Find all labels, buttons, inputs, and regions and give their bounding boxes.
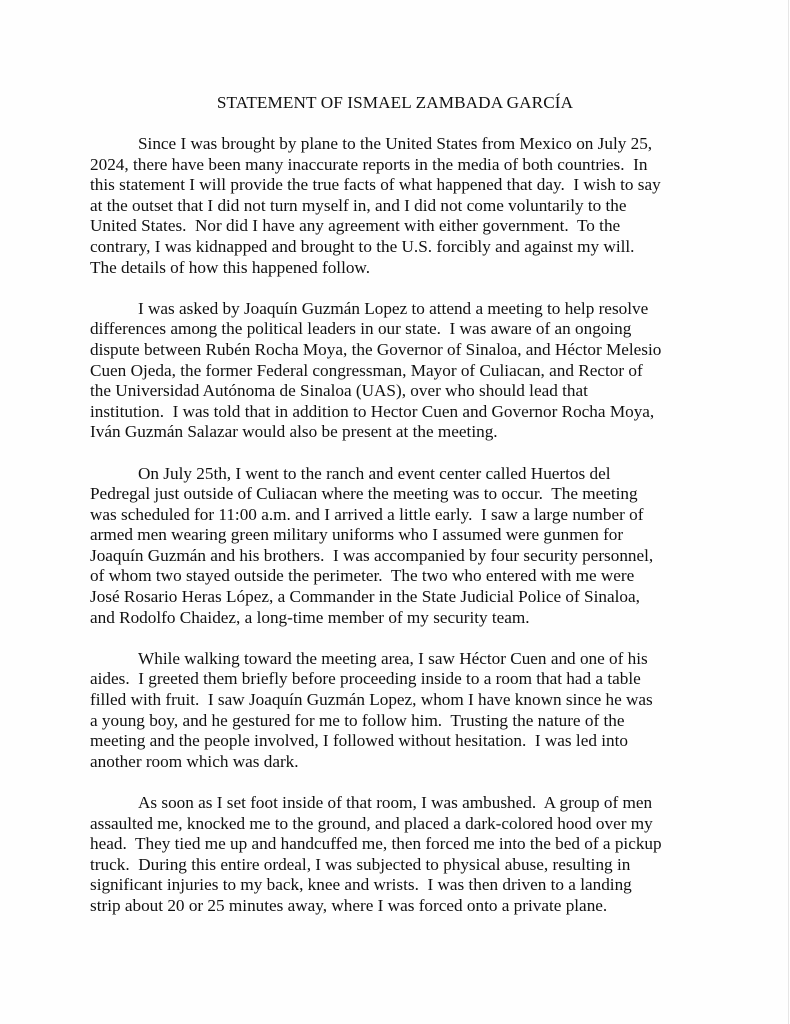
text-line: I was asked by Joaquín Guzmán Lopez to attend a meeting to help resolve bbox=[138, 298, 649, 318]
text-line: this statement I will provide the true facts of what happened that day. I wish to say bbox=[90, 175, 661, 195]
page-edge bbox=[788, 0, 789, 1024]
document-title: STATEMENT OF ISMAEL ZAMBADA GARCÍA bbox=[216, 93, 574, 112]
text-line: 2024, there have been many inaccurate reports in the media of both countries. In bbox=[90, 154, 648, 174]
text-line: Since I was brought by plane to the United States from Mexico on July 25, bbox=[138, 134, 653, 153]
text-line: dispute between Rubén Rocha Moya, the Governor of Sinaloa, and Héctor Melesio bbox=[90, 339, 662, 359]
text-line: the Universidad Autónoma de Sinaloa (UAS), over who should lead that bbox=[90, 381, 588, 401]
text-line: at the outset that I did not turn myself in, and I did not come voluntarily to the bbox=[90, 195, 627, 215]
text-line: The details of how this happened follow. bbox=[90, 257, 371, 277]
text-line: differences among the political leaders in our state. I was aware of an ongoing bbox=[90, 319, 632, 339]
paragraph-2 bbox=[90, 299, 730, 443]
paragraph-1 bbox=[90, 134, 730, 278]
text-line: institution. I was told that in addition to Hector Cuen and Governor Rocha Moya, bbox=[90, 401, 655, 421]
text-line: José Rosario Heras López, a Commander in the State Judicial Police of Sinaloa, bbox=[90, 587, 640, 607]
text-line: aides. I greeted them briefly before proceeding inside to a room that had a table bbox=[90, 669, 641, 689]
paragraph-5 bbox=[90, 793, 730, 917]
text-line: Joaquín Guzmán and his brothers. I was accompanied by four security personnel, bbox=[90, 545, 654, 565]
text-line: truck. During this entire ordeal, I was subjected to physical abuse, resulting in bbox=[90, 854, 631, 874]
text-line: armed men wearing green military uniforms who I assumed were gunmen for bbox=[90, 525, 624, 545]
text-line: meeting and the people involved, I followed without hesitation. I was led into bbox=[90, 731, 628, 751]
text-line: another room which was dark. bbox=[90, 751, 299, 771]
text-line: Cuen Ojeda, the former Federal congressman, Mayor of Culiacan, and Rector of bbox=[90, 360, 643, 380]
text-line: significant injuries to my back, knee and wrists. I was then driven to a landing bbox=[90, 875, 632, 895]
text-line: and Rodolfo Chaidez, a long-time member of my security team. bbox=[90, 607, 530, 627]
text-line: United States. Nor did I have any agreement with either government. To the bbox=[90, 216, 621, 236]
text-line: As soon as I set foot inside of that room, I was ambushed. A group of men bbox=[138, 793, 653, 812]
document-body bbox=[90, 134, 730, 937]
text-line: Iván Guzmán Salazar would also be present at the meeting. bbox=[90, 422, 498, 442]
paragraph-3 bbox=[90, 464, 730, 629]
text-line: was scheduled for 11:00 a.m. and I arrived a little early. I saw a large number of bbox=[90, 504, 644, 524]
text-line: filled with fruit. I saw Joaquín Guzmán Lopez, whom I have known since he was bbox=[90, 690, 653, 710]
text-line: assaulted me, knocked me to the ground, and placed a dark-colored hood over my bbox=[90, 813, 653, 833]
text-line: While walking toward the meeting area, I saw Héctor Cuen and one of his bbox=[138, 648, 648, 668]
text-line: On July 25th, I went to the ranch and event center called Huertos del bbox=[138, 463, 611, 483]
text-line: strip about 20 or 25 minutes away, where I was forced onto a private plane. bbox=[90, 895, 608, 915]
text-line: a young boy, and he gestured for me to follow him. Trusting the nature of the bbox=[90, 710, 625, 730]
text-line: contrary, I was kidnapped and brought to the U.S. forcibly and against my will. bbox=[90, 236, 635, 256]
text-line: head. They tied me up and handcuffed me, then forced me into the bed of a pickup bbox=[90, 834, 662, 854]
text-line: Pedregal just outside of Culiacan where the meeting was to occur. The meeting bbox=[90, 484, 638, 504]
text-line: of whom two stayed outside the perimeter. The two who entered with me were bbox=[90, 566, 635, 586]
paragraph-4 bbox=[90, 649, 730, 773]
